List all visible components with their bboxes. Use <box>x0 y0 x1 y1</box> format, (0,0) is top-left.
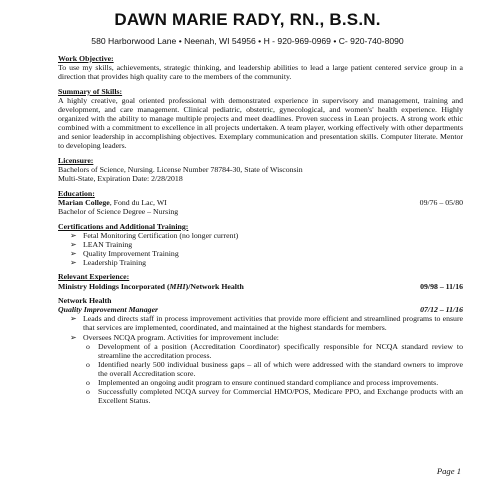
arrow-bullet-icon: ➢ <box>70 332 77 342</box>
page-number: Page 1 <box>436 466 461 476</box>
circle-bullet-icon: o <box>86 378 90 387</box>
arrow-bullet-icon: ➢ <box>70 239 77 249</box>
objective-text: To use my skills, achievements, strategic thinking, and leadership abilities to lead a large patient centered service group in a direction that provides high quality care to the members of the community. <box>58 63 463 82</box>
objective-section <box>58 54 463 81</box>
experience-heading: Relevant Experience: <box>58 272 130 282</box>
organization-name: Network Health <box>58 296 112 306</box>
experience-section <box>58 272 463 290</box>
ncqa-activities-list <box>58 342 463 406</box>
circle-bullet-icon: o <box>86 387 90 397</box>
candidate-name: DAWN MARIE RADY, RN., B.S.N. <box>114 10 381 29</box>
education-school: Marian College <box>58 197 110 207</box>
licensure-heading: Licensure: <box>58 155 94 165</box>
employer-name: Ministry Holdings Incorporated (MHI)/Network Health <box>58 281 244 291</box>
list-item: o Development of a position (Accreditation Coordinator) specifically responsible for NCQA standard review to streamline the accreditation process. <box>86 341 463 360</box>
list-item: ➢ Oversees NCQA program. Activities for improvement include: <box>70 332 279 342</box>
education-row <box>58 198 463 207</box>
list-item: o Implemented an ongoing audit program to ensure continued standard compliance and process improvements. <box>86 378 439 387</box>
certifications-list <box>58 231 463 267</box>
licensure-section <box>58 156 463 183</box>
role-row <box>58 305 463 314</box>
objective-heading: Work Objective: <box>58 54 114 63</box>
education-degree: Bachelor of Science Degree – Nursing <box>58 206 179 216</box>
role-dates: 07/12 – 11/16 <box>420 305 463 315</box>
arrow-bullet-icon: ➢ <box>70 230 77 240</box>
licensure-line-2: Multi-State, Expiration Date: 2/28/2018 <box>58 174 183 184</box>
list-item: ➢ Leads and directs staff in process improvement activities that provide more efficient and streamlined programs to ensure that services are implemented, coordinated, and maintained at the highest standards for members. <box>70 314 463 333</box>
role-section <box>58 296 463 405</box>
list-item: ➢ Fetal Monitoring Certification (no longer current) <box>70 230 239 240</box>
circle-bullet-icon: o <box>86 359 90 369</box>
licensure-line-1: Bachelors of Science, Nursing. License Number 78784-30, State of Wisconsin <box>58 165 303 175</box>
list-item: ➢ Leadership Training <box>70 257 147 267</box>
arrow-bullet-icon: ➢ <box>70 257 77 267</box>
education-section <box>58 189 463 216</box>
skills-section <box>58 87 463 151</box>
contact-line: 580 Harborwood Lane • Neenah, WI 54956 • H - 920-969-0969 • C- 920-740-8090 <box>91 36 404 46</box>
list-item: ➢ LEAN Training <box>70 239 133 249</box>
certifications-section <box>58 222 463 267</box>
education-location: , Fond du Lac, WI <box>109 197 167 207</box>
education-school-line <box>58 198 167 207</box>
circle-bullet-icon: o <box>86 341 90 351</box>
certifications-heading: Certifications and Additional Training: <box>58 221 189 231</box>
employer-row <box>58 282 463 291</box>
list-item: ➢ Quality Improvement Training <box>70 248 179 258</box>
skills-text: A highly creative, goal oriented professional with demonstrated experience in supervisory and management, training and development, and care management. Clinical pediatric, obstetric, gynecological, and women's' health experience. Highly organized with the ability to manage multiple projects and meet deadlines. Proven success in Lean projects. A strong work ethic combined with a commitment to excellence in all projects undertaken. A team player, working effectively with other departments and senior leadership in accomplishing objectives. Exemplary communication and presentation skills. Computer literate. Mentor to developing leaders. <box>58 95 463 151</box>
arrow-bullet-icon: ➢ <box>70 314 77 324</box>
education-dates: 09/76 – 05/80 <box>419 197 463 207</box>
resume-content <box>58 54 463 405</box>
education-heading: Education: <box>58 188 95 198</box>
list-item: o Successfully completed NCQA survey for Commercial HMO/POS, Medicare PPO, and Exchange products with an Excellent Status. <box>86 387 463 406</box>
skills-heading: Summary of Skills: <box>58 86 123 96</box>
responsibilities-list <box>58 314 463 341</box>
arrow-bullet-icon: ➢ <box>70 248 77 258</box>
list-item: o Identified nearly 500 individual business gaps – all of which were addressed with the standard owners to improve the overall Accreditation score. <box>86 359 463 378</box>
role-title: Quality Improvement Manager <box>58 305 159 315</box>
employer-dates: 09/98 – 11/16 <box>420 281 463 291</box>
